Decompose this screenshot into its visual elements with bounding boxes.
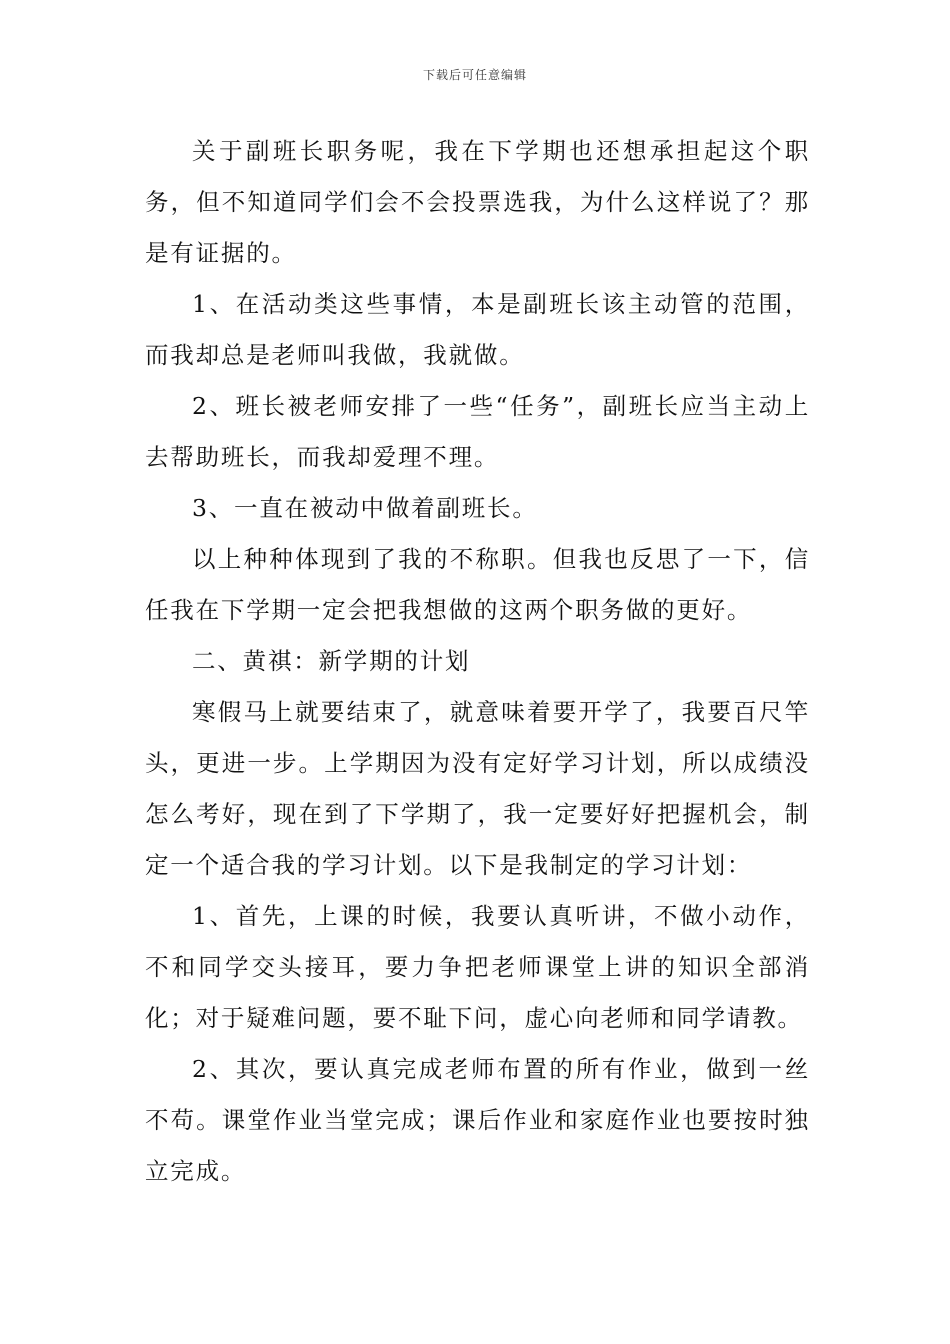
paragraph: 以上种种体现到了我的不称职。但我也反思了一下，信任我在下学期一定会把我想做的这两个职务做的更好。 bbox=[145, 545, 810, 624]
list-item: 1、在活动类这些事情，本是副班长该主动管的范围，而我却总是老师叫我做，我就做。 bbox=[145, 290, 810, 369]
paragraph: 关于副班长职务呢，我在下学期也还想承担起这个职务，但不知道同学们会不会投票选我，为什么这样说了？那是有证据的。 bbox=[145, 137, 810, 267]
document-body bbox=[145, 126, 810, 1197]
list-item: 1、首先，上课的时候，我要认真听讲，不做小动作，不和同学交头接耳，要力争把老师课堂上讲的知识全部消化；对于疑难问题，要不耻下问，虚心向老师和同学请教。 bbox=[145, 902, 810, 1032]
section-heading: 二、黄祺：新学期的计划 bbox=[192, 647, 471, 675]
header-note: 下载后可任意编辑 bbox=[422, 68, 527, 82]
list-item: 3、一直在被动中做着副班长。 bbox=[192, 494, 538, 522]
paragraph: 寒假马上就要结束了，就意味着要开学了，我要百尺竿头，更进一步。上学期因为没有定好学习计划，所以成绩没怎么考好，现在到了下学期了，我一定要好好把握机会，制定一个适合我的学习计划。以下是我制定的学习计划： bbox=[145, 698, 810, 879]
list-item: 2、其次，要认真完成老师布置的所有作业，做到一丝不苟。课堂作业当堂完成；课后作业和家庭作业也要按时独立完成。 bbox=[145, 1055, 810, 1185]
list-item: 2、班长被老师安排了一些“任务”，副班长应当主动上去帮助班长，而我却爱理不理。 bbox=[145, 392, 810, 471]
